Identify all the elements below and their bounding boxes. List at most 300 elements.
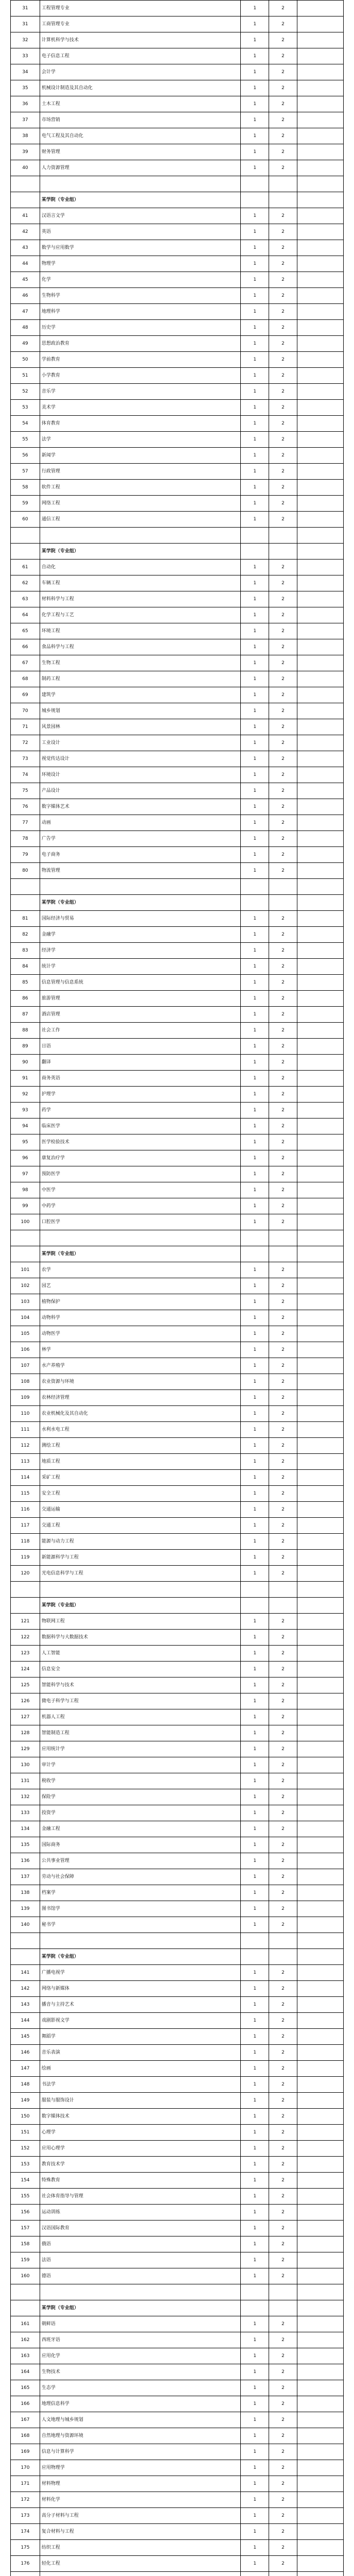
cell-tail <box>297 1741 343 1757</box>
cell-name: 翻译 <box>40 1055 241 1071</box>
cell-code: 173 <box>11 2508 40 2524</box>
cell-n1: 1 <box>241 1198 269 1214</box>
cell-n2: 2 <box>269 1773 297 1789</box>
cell-name: 某学院（专业组） <box>40 1598 241 1614</box>
cell-code: 159 <box>11 2252 40 2268</box>
cell-tail <box>297 895 343 911</box>
cell-n1: 1 <box>241 799 269 815</box>
cell-tail <box>297 991 343 1007</box>
cell-name: 信息与计算科学 <box>40 2444 241 2460</box>
cell-tail <box>297 2045 343 2061</box>
table-row <box>11 783 344 799</box>
cell-name: 商务英语 <box>40 1071 241 1087</box>
cell-tail <box>297 1103 343 1118</box>
cell-n1: 1 <box>241 1677 269 1693</box>
cell-name: 人文地理与城乡规划 <box>40 2412 241 2428</box>
cell-n2: 2 <box>269 16 297 32</box>
cell-n2: 2 <box>269 48 297 64</box>
cell-name: 信息管理与信息系统 <box>40 975 241 991</box>
cell-n1: 1 <box>241 1023 269 1039</box>
cell-name: 书法学 <box>40 2077 241 2093</box>
cell-tail <box>297 927 343 943</box>
cell-tail <box>297 1582 343 1598</box>
cell-n2: 2 <box>269 607 297 623</box>
cell-code: 167 <box>11 2412 40 2428</box>
cell-tail <box>297 975 343 991</box>
table-group-header <box>11 192 344 208</box>
cell-n2: 2 <box>269 1103 297 1118</box>
cell-n1: 1 <box>241 2109 269 2125</box>
cell-n2 <box>269 1933 297 1949</box>
cell-name: 某学院（专业组） <box>40 192 241 208</box>
cell-n2: 2 <box>269 2013 297 2029</box>
cell-code: 154 <box>11 2173 40 2189</box>
cell-tail <box>297 735 343 751</box>
table-row <box>11 432 344 448</box>
cell-code: 156 <box>11 2205 40 2221</box>
cell-name: 临床医学 <box>40 1118 241 1134</box>
cell-tail <box>297 959 343 975</box>
table-row <box>11 400 344 416</box>
table-row <box>11 2364 344 2380</box>
cell-code: 155 <box>11 2189 40 2205</box>
cell-n1: 1 <box>241 1773 269 1789</box>
cell-tail <box>297 2013 343 2029</box>
table-row <box>11 975 344 991</box>
cell-tail <box>297 1869 343 1885</box>
table-row <box>11 863 344 879</box>
cell-tail <box>297 2141 343 2157</box>
cell-n1 <box>241 2300 269 2316</box>
cell-name: 服装与服饰设计 <box>40 2093 241 2109</box>
cell-tail <box>297 1598 343 1614</box>
cell-code: 144 <box>11 2013 40 2029</box>
cell-name: 土木工程 <box>40 96 241 112</box>
cell-n2: 2 <box>269 80 297 96</box>
cell-n1: 1 <box>241 32 269 48</box>
cell-code <box>11 1230 40 1246</box>
table-blank-row <box>11 2284 344 2300</box>
cell-tail <box>297 655 343 671</box>
cell-n2: 2 <box>269 400 297 416</box>
cell-code: 67 <box>11 655 40 671</box>
cell-n1: 1 <box>241 735 269 751</box>
cell-n2: 2 <box>269 304 297 320</box>
cell-n2: 2 <box>269 623 297 639</box>
cell-tail <box>297 2236 343 2252</box>
cell-n1: 1 <box>241 911 269 927</box>
cell-n1 <box>241 1582 269 1598</box>
table-row <box>11 80 344 96</box>
cell-n2: 2 <box>269 1550 297 1566</box>
cell-tail <box>297 416 343 432</box>
cell-name: 汉语国际教育 <box>40 2221 241 2236</box>
cell-n1: 1 <box>241 703 269 719</box>
cell-n1: 1 <box>241 2061 269 2077</box>
cell-n2: 2 <box>269 1805 297 1821</box>
cell-name: 网络与新媒体 <box>40 1981 241 1997</box>
cell-name: 审计学 <box>40 1757 241 1773</box>
table-row <box>11 16 344 32</box>
cell-n1: 1 <box>241 607 269 623</box>
cell-n1: 1 <box>241 783 269 799</box>
cell-n2: 2 <box>269 575 297 591</box>
cell-code: 147 <box>11 2061 40 2077</box>
cell-name <box>40 2572 241 2576</box>
cell-n2: 2 <box>269 1789 297 1805</box>
cell-tail <box>297 2077 343 2093</box>
cell-tail <box>297 1294 343 1310</box>
cell-tail <box>297 480 343 496</box>
cell-tail <box>297 1406 343 1422</box>
table-row <box>11 2221 344 2236</box>
cell-n1: 1 <box>241 1007 269 1023</box>
cell-code: 68 <box>11 671 40 687</box>
cell-code <box>11 1933 40 1949</box>
cell-tail <box>297 1693 343 1709</box>
cell-n1: 1 <box>241 1134 269 1150</box>
cell-name: 戏剧影视文学 <box>40 2013 241 2029</box>
cell-tail <box>297 112 343 128</box>
cell-name: 信息安全 <box>40 1662 241 1677</box>
cell-code: 116 <box>11 1502 40 1518</box>
cell-n1: 1 <box>241 2125 269 2141</box>
cell-n2: 2 <box>269 1502 297 1518</box>
table-row <box>11 112 344 128</box>
cell-n2: 2 <box>269 2460 297 2476</box>
cell-code: 121 <box>11 1614 40 1630</box>
cell-tail <box>297 2444 343 2460</box>
table-row <box>11 160 344 176</box>
cell-code: 124 <box>11 1662 40 1677</box>
table-row <box>11 1023 344 1039</box>
table-row <box>11 1087 344 1103</box>
cell-tail <box>297 1422 343 1438</box>
table-row <box>11 304 344 320</box>
cell-n2: 2 <box>269 2077 297 2093</box>
cell-code: 83 <box>11 943 40 959</box>
cell-n2: 2 <box>269 112 297 128</box>
cell-name: 康复治疗学 <box>40 1150 241 1166</box>
cell-name: 会计学 <box>40 64 241 80</box>
cell-n2: 2 <box>269 2045 297 2061</box>
table-row <box>11 1470 344 1486</box>
cell-tail <box>297 2205 343 2221</box>
cell-tail <box>297 304 343 320</box>
cell-n1: 1 <box>241 64 269 80</box>
cell-code: 61 <box>11 560 40 575</box>
cell-n1: 1 <box>241 96 269 112</box>
cell-tail <box>297 2348 343 2364</box>
cell-code: 126 <box>11 1693 40 1709</box>
cell-code: 33 <box>11 48 40 64</box>
cell-n2: 2 <box>269 416 297 432</box>
cell-code: 168 <box>11 2428 40 2444</box>
table-row <box>11 1358 344 1374</box>
cell-name: 朝鲜语 <box>40 2316 241 2332</box>
cell-name: 英语 <box>40 224 241 240</box>
cell-code <box>11 2284 40 2300</box>
table-row <box>11 1677 344 1693</box>
cell-name: 秘书学 <box>40 1917 241 1933</box>
cell-name: 工业设计 <box>40 735 241 751</box>
cell-n2: 2 <box>269 128 297 144</box>
cell-tail <box>297 2109 343 2125</box>
cell-name: 历史学 <box>40 320 241 336</box>
cell-code: 119 <box>11 1550 40 1566</box>
cell-tail <box>297 1630 343 1646</box>
cell-n2: 2 <box>269 911 297 927</box>
cell-code: 160 <box>11 2268 40 2284</box>
cell-tail <box>297 48 343 64</box>
cell-n1: 1 <box>241 160 269 176</box>
cell-n1 <box>241 895 269 911</box>
table-row <box>11 2141 344 2157</box>
table-row <box>11 2125 344 2141</box>
cell-name: 国际商务 <box>40 1837 241 1853</box>
cell-name: 应用化学 <box>40 2348 241 2364</box>
table-row <box>11 208 344 224</box>
cell-code: 75 <box>11 783 40 799</box>
cell-n2 <box>269 1949 297 1965</box>
cell-n1: 1 <box>241 1965 269 1981</box>
cell-code: 90 <box>11 1055 40 1071</box>
table-row <box>11 1007 344 1023</box>
cell-n2: 2 <box>269 863 297 879</box>
cell-name: 化学 <box>40 272 241 288</box>
cell-code: 142 <box>11 1981 40 1997</box>
cell-name: 音乐学 <box>40 384 241 400</box>
table-row <box>11 1518 344 1534</box>
cell-code: 112 <box>11 1438 40 1454</box>
table-row <box>11 368 344 384</box>
cell-tail <box>297 1821 343 1837</box>
table-row <box>11 639 344 655</box>
cell-tail <box>297 1262 343 1278</box>
cell-n1: 1 <box>241 2332 269 2348</box>
cell-n2: 2 <box>269 943 297 959</box>
cell-n1: 1 <box>241 1454 269 1470</box>
cell-name: 市场营销 <box>40 112 241 128</box>
cell-code <box>11 544 40 560</box>
table-row <box>11 1422 344 1438</box>
table-row <box>11 2205 344 2221</box>
cell-code: 62 <box>11 575 40 591</box>
cell-name: 统计学 <box>40 959 241 975</box>
table-row <box>11 1821 344 1837</box>
cell-name <box>40 879 241 895</box>
cell-code: 98 <box>11 1182 40 1198</box>
cell-name: 工商管理专业 <box>40 16 241 32</box>
cell-name: 金融工程 <box>40 1821 241 1837</box>
cell-tail <box>297 192 343 208</box>
cell-n2: 2 <box>269 2492 297 2508</box>
cell-code: 58 <box>11 480 40 496</box>
cell-n1: 1 <box>241 2252 269 2268</box>
cell-tail <box>297 2556 343 2572</box>
cell-code: 50 <box>11 352 40 368</box>
cell-n1: 1 <box>241 1709 269 1725</box>
cell-n1: 1 <box>241 639 269 655</box>
cell-code: 111 <box>11 1422 40 1438</box>
cell-tail <box>297 911 343 927</box>
cell-code: 125 <box>11 1677 40 1693</box>
cell-n2: 2 <box>269 560 297 575</box>
cell-name: 物联网工程 <box>40 1614 241 1630</box>
cell-n2 <box>269 528 297 544</box>
table-group-header <box>11 1246 344 1262</box>
cell-tail <box>297 1166 343 1182</box>
cell-name: 环境工程 <box>40 623 241 639</box>
cell-n2: 2 <box>269 1039 297 1055</box>
cell-code: 163 <box>11 2348 40 2364</box>
cell-code <box>11 1598 40 1614</box>
table-row <box>11 2061 344 2077</box>
cell-tail <box>297 1757 343 1773</box>
cell-name: 税收学 <box>40 1773 241 1789</box>
cell-code: 170 <box>11 2460 40 2476</box>
cell-n1 <box>241 1949 269 1965</box>
cell-n2: 2 <box>269 1837 297 1853</box>
cell-n2: 2 <box>269 2109 297 2125</box>
table-row <box>11 64 344 80</box>
cell-n2: 2 <box>269 1725 297 1741</box>
table-row <box>11 2109 344 2125</box>
cell-tail <box>297 1134 343 1150</box>
cell-n2: 2 <box>269 288 297 304</box>
cell-n2: 2 <box>269 1981 297 1997</box>
cell-tail <box>297 1901 343 1917</box>
cell-code: 31 <box>11 1 40 16</box>
cell-name: 医学检验技术 <box>40 1134 241 1150</box>
cell-n2: 2 <box>269 671 297 687</box>
cell-name: 农学 <box>40 1262 241 1278</box>
table-row <box>11 1214 344 1230</box>
cell-code: 45 <box>11 272 40 288</box>
table-row <box>11 1630 344 1646</box>
table-row <box>11 703 344 719</box>
table-row <box>11 1294 344 1310</box>
cell-name: 采矿工程 <box>40 1470 241 1486</box>
cell-code: 114 <box>11 1470 40 1486</box>
cell-name: 小学教育 <box>40 368 241 384</box>
table-row <box>11 1166 344 1182</box>
cell-name: 保险学 <box>40 1789 241 1805</box>
table-row <box>11 2348 344 2364</box>
table-row <box>11 2524 344 2540</box>
cell-tail <box>297 2173 343 2189</box>
cell-n2: 2 <box>269 1374 297 1390</box>
table-row <box>11 1406 344 1422</box>
cell-name: 数学与应用数学 <box>40 240 241 256</box>
cell-name: 应用心理学 <box>40 2141 241 2157</box>
cell-n2: 2 <box>269 2508 297 2524</box>
cell-n2: 2 <box>269 1087 297 1103</box>
cell-name: 机器人工程 <box>40 1709 241 1725</box>
cell-name: 智能科学与技术 <box>40 1677 241 1693</box>
cell-n1: 1 <box>241 2013 269 2029</box>
table-blank-row <box>11 879 344 895</box>
cell-name: 心理学 <box>40 2125 241 2141</box>
cell-code: 136 <box>11 1853 40 1869</box>
cell-name: 农业资源与环境 <box>40 1374 241 1390</box>
document-table <box>10 0 344 2576</box>
cell-n1: 1 <box>241 16 269 32</box>
table-row <box>11 1486 344 1502</box>
cell-name: 数字媒体艺术 <box>40 799 241 815</box>
cell-n1: 1 <box>241 80 269 96</box>
cell-n2: 2 <box>269 2444 297 2460</box>
cell-code: 48 <box>11 320 40 336</box>
cell-name: 运动训练 <box>40 2205 241 2221</box>
cell-name: 护理学 <box>40 1087 241 1103</box>
table-row <box>11 480 344 496</box>
cell-code: 103 <box>11 1294 40 1310</box>
cell-tail <box>297 2268 343 2284</box>
cell-code: 135 <box>11 1837 40 1853</box>
cell-tail <box>297 1662 343 1677</box>
table-group-header <box>11 544 344 560</box>
cell-n2: 2 <box>269 735 297 751</box>
cell-tail <box>297 1198 343 1214</box>
table-row <box>11 1773 344 1789</box>
cell-code: 79 <box>11 847 40 863</box>
table-row <box>11 607 344 623</box>
table-row <box>11 1662 344 1677</box>
cell-n1: 1 <box>241 1981 269 1997</box>
cell-name: 学前教育 <box>40 352 241 368</box>
cell-code: 137 <box>11 1869 40 1885</box>
cell-tail <box>297 1182 343 1198</box>
cell-n2: 2 <box>269 1390 297 1406</box>
cell-n2 <box>269 2572 297 2576</box>
cell-code: 78 <box>11 831 40 847</box>
cell-n1 <box>241 1598 269 1614</box>
cell-code: 46 <box>11 288 40 304</box>
cell-n2: 2 <box>269 2157 297 2173</box>
cell-name: 化学工程与工艺 <box>40 607 241 623</box>
cell-name <box>40 1933 241 1949</box>
cell-tail <box>297 2476 343 2492</box>
cell-n2: 2 <box>269 831 297 847</box>
cell-n2: 2 <box>269 1023 297 1039</box>
cell-tail <box>297 719 343 735</box>
cell-n1: 1 <box>241 1342 269 1358</box>
table-row <box>11 2556 344 2572</box>
table-row <box>11 1502 344 1518</box>
cell-n1: 1 <box>241 927 269 943</box>
cell-n2: 2 <box>269 256 297 272</box>
cell-n1: 1 <box>241 256 269 272</box>
cell-n1: 1 <box>241 1805 269 1821</box>
table-row <box>11 2412 344 2428</box>
cell-name: 城乡规划 <box>40 703 241 719</box>
cell-name: 材料化学 <box>40 2492 241 2508</box>
cell-n2: 2 <box>269 1007 297 1023</box>
cell-code: 35 <box>11 80 40 96</box>
table-row <box>11 2316 344 2332</box>
cell-n2: 2 <box>269 496 297 512</box>
cell-name: 旅游管理 <box>40 991 241 1007</box>
cell-code: 145 <box>11 2029 40 2045</box>
cell-code: 95 <box>11 1134 40 1150</box>
cell-tail <box>297 1997 343 2013</box>
table-row <box>11 1150 344 1166</box>
cell-name: 电子信息工程 <box>40 48 241 64</box>
cell-n2: 2 <box>269 1422 297 1438</box>
cell-code: 57 <box>11 464 40 480</box>
table-row <box>11 1614 344 1630</box>
